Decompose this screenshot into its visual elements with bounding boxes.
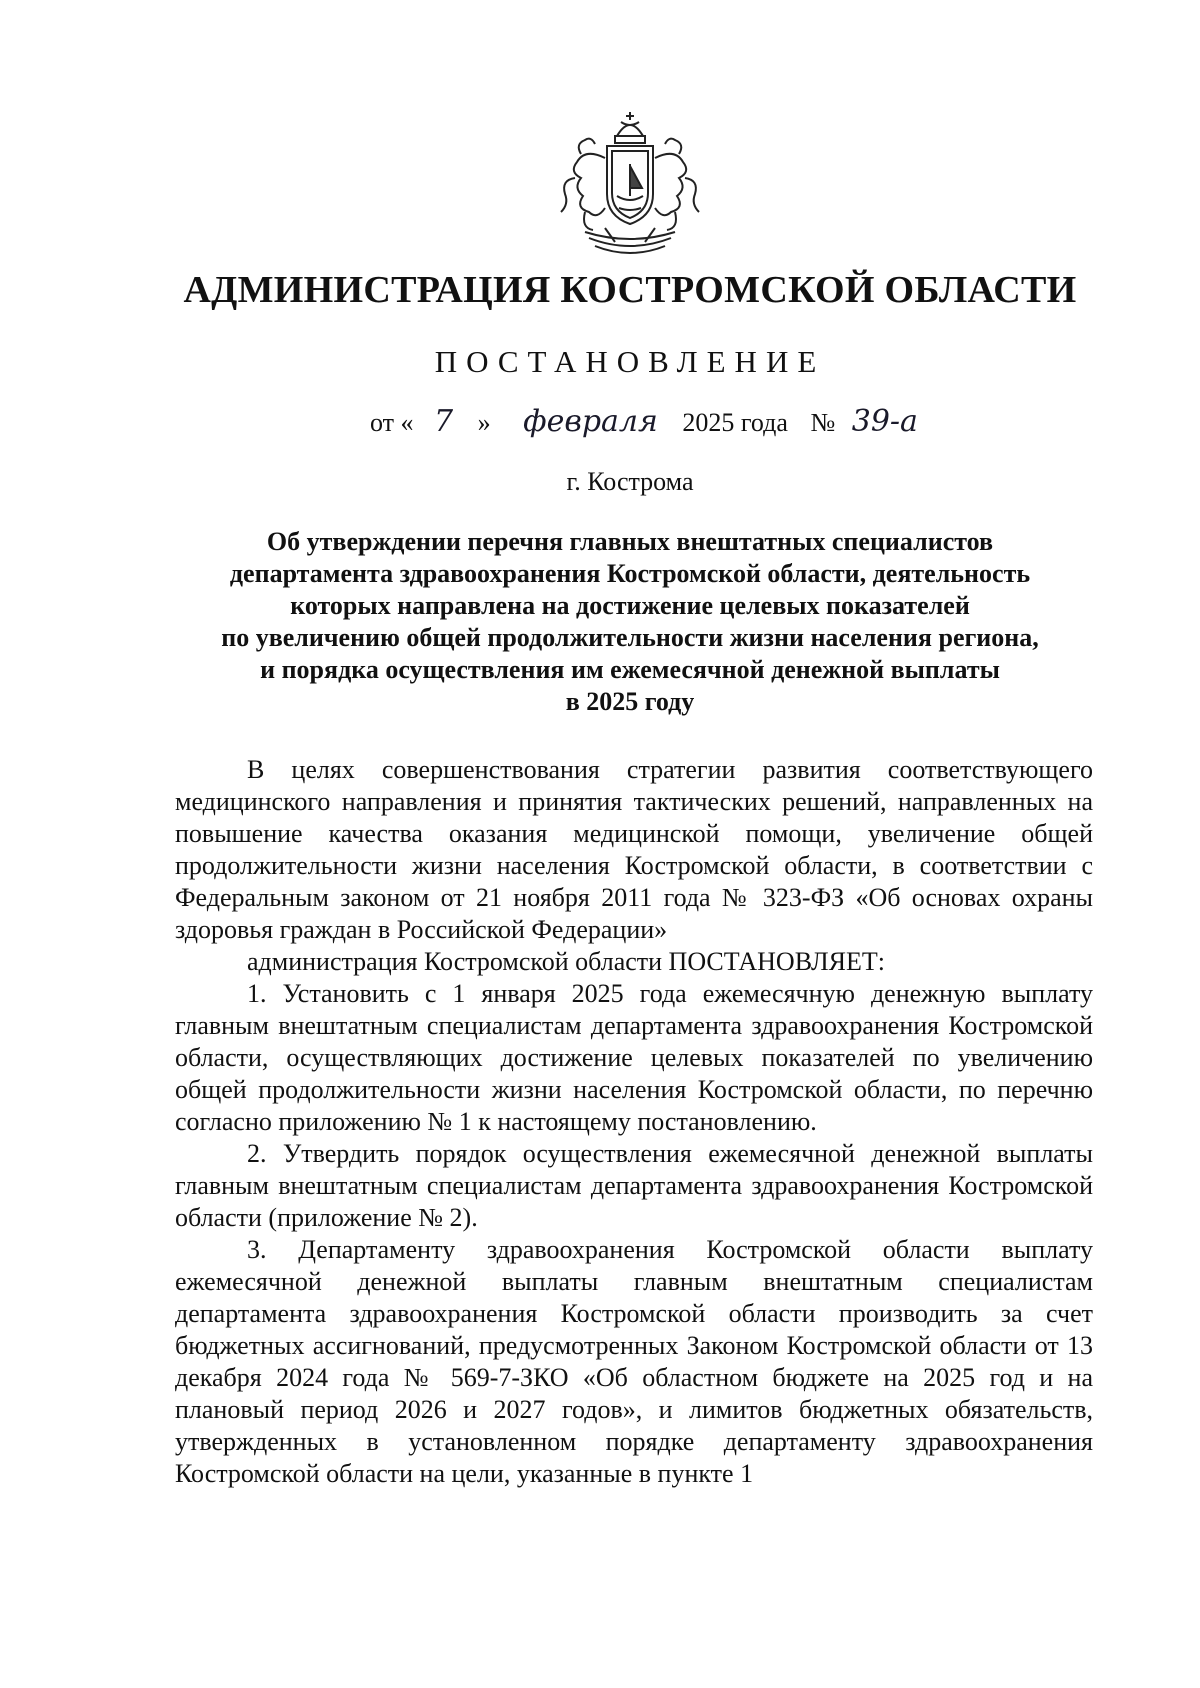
heading-line: по увеличению общей продолжительности жизни населения региона, (221, 623, 1039, 652)
document-heading (150, 526, 1110, 718)
document-body (175, 754, 1093, 1490)
organization-title: АДМИНИСТРАЦИЯ КОСТРОМСКОЙ ОБЛАСТИ (183, 269, 1077, 311)
heading-line: департамента здравоохранения Костромской области, деятельность (229, 559, 1031, 588)
body-paragraph: 2. Утвердить порядок осуществления ежемесячной денежной выплаты главным внештатным специалистам департамента здравоохранения Костромской области (приложение № 2). (175, 1139, 1093, 1232)
date-prefix: от « (370, 408, 414, 437)
body-paragraph: 3. Департаменту здравоохранения Костромской области выплату ежемесячной денежной выплаты главным внештатным специалистам департамента здравоохранения Костромской области производить за счет бюджетных ассигнований, предусмотренных Законом Костромской области от 13 декабря 2024 года № 569-7-ЗКО «Об областном бюджете на 2025 год и на плановый период 2026 и 2027 годов», и лимитов бюджетных обязательств, утвержденных в установленном порядке департаменту здравоохранения Костромской области на цели, указанные в пункте 1 (175, 1235, 1093, 1488)
heading-line: и порядка осуществления им ежемесячной денежной выплаты (260, 655, 1000, 684)
heading-line: в 2025 году (565, 687, 695, 716)
document-type: ПОСТАНОВЛЕНИЕ (434, 344, 826, 379)
document-number: 39-а (851, 404, 918, 439)
date-day: 7 (434, 404, 454, 439)
document-date-line (370, 404, 918, 439)
body-paragraph: 1. Установить с 1 января 2025 года ежемесячную денежную выплату главным внештатным специалистам департамента здравоохранения Костромской области, осуществляющих достижение целевых показателей по увеличению общей продолжительности жизни населения Костромской области, по перечню согласно приложению № 1 к настоящему постановлению. (175, 979, 1093, 1136)
body-paragraph: администрация Костромской области ПОСТАНОВЛЯЕТ: (247, 947, 886, 976)
date-separator: » (477, 408, 491, 437)
kostroma-coat-of-arms-icon (545, 108, 715, 264)
heading-line: которых направлена на достижение целевых показателей (290, 591, 970, 620)
date-year: 2025 года (682, 408, 788, 437)
body-paragraph: В целях совершенствования стратегии развития соответствующего медицинского направления и принятия тактических решений, направленных на повышение качества оказания медицинской помощи, увеличение общей продолжительности жизни населения Костромской области, в соответствии с Федеральным законом от 21 ноября 2011 года № 323-ФЗ «Об основах охраны здоровья граждан в Российской Федерации» (175, 755, 1093, 944)
date-month: февраля (523, 404, 658, 439)
number-prefix: № (810, 408, 836, 437)
city: г. Кострома (566, 467, 694, 496)
heading-line: Об утверждении перечня главных внештатных специалистов (266, 527, 994, 556)
